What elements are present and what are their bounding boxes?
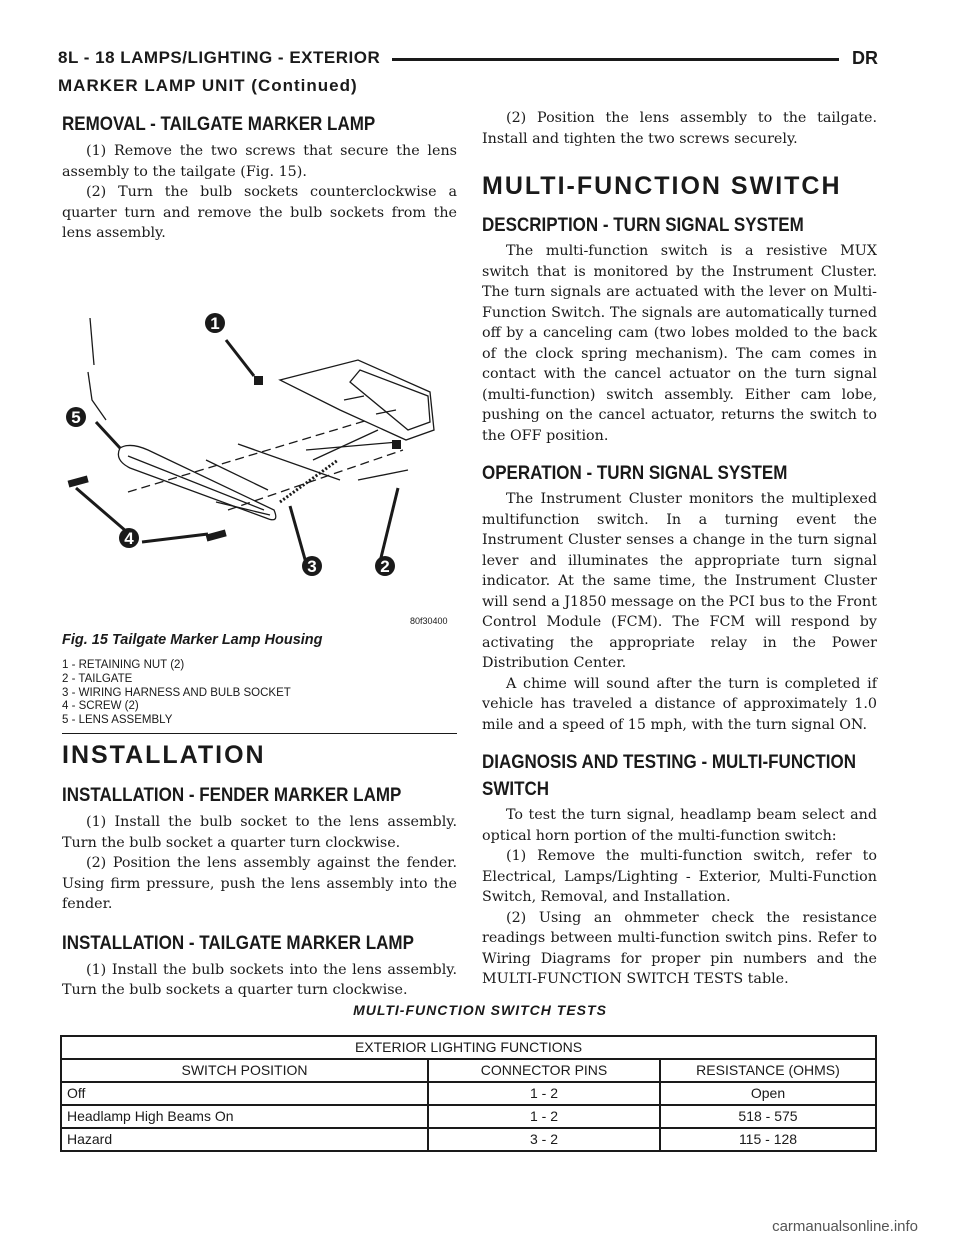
table-row [61,1128,876,1151]
operation-paragraph-2: A chime will sound after the turn is completed if vehicle has traveled a distance of approximately 1.0 mile and a speed of 15 mph, with the turn signal ON. [482,675,877,733]
legend-item: 2 - TAILGATE [62,672,133,685]
figure-code: 80f30400 [410,616,448,626]
table-cell: Headlamp High Beams On [61,1105,428,1128]
switch-tests-table [60,1035,877,1152]
fender-install-heading: INSTALLATION - FENDER MARKER LAMP [62,784,402,806]
table-cell: 518 - 575 [660,1105,876,1128]
callout-2: 2 [380,557,390,576]
legend-item: 1 - RETAINING NUT (2) [62,659,185,671]
page-header-title: 8L - 18 LAMPS/LIGHTING - EXTERIOR [58,48,381,67]
column-header: CONNECTOR PINS [428,1059,660,1082]
table-group-header: EXTERIOR LIGHTING FUNCTIONS [61,1036,876,1059]
callout-5: 5 [71,408,81,427]
table-cell: 115 - 128 [660,1128,876,1151]
legend-item: 5 - LENS ASSEMBLY [62,714,173,727]
operation-heading: OPERATION - TURN SIGNAL SYSTEM [482,462,788,484]
right-column [482,108,877,990]
column-header: RESISTANCE (OHMS) [660,1059,876,1082]
table-cell: Open [660,1082,876,1105]
callout-3: 3 [307,557,317,576]
legend-rule [62,733,457,734]
tailgate-install-step-2: (2) Position the lens assembly to the tailgate. Install and tighten the two screws securely. [482,110,877,147]
footer-watermark[interactable]: carmanualsonline.info [772,1218,918,1235]
table-cell: 3 - 2 [428,1128,660,1151]
installation-section [62,740,457,1001]
table-cell: 1 - 2 [428,1082,660,1105]
description-heading: DESCRIPTION - TURN SIGNAL SYSTEM [482,214,804,236]
table-title: MULTI-FUNCTION SWITCH TESTS [353,1002,607,1018]
callout-4: 4 [124,529,134,548]
diagnosis-step-2: (2) Using an ohmmeter check the resistance readings between multi-function switch pins. Refer to Wiring Diagrams for proper pin numbers and the MULTI-FUNCTION SWITCH TESTS table. [482,909,877,987]
diagnosis-paragraph-1: To test the turn signal, headlamp beam select and optical horn portion of the multi-function switch: [482,807,877,844]
fender-install-step-2: (2) Position the lens assembly against the fender. Using firm pressure, push the lens assembly into the fender. [62,855,457,912]
tailgate-edge [88,372,106,420]
table-header-row [61,1059,876,1082]
legend-item: 4 - SCREW (2) [62,700,139,713]
table-row [61,1105,876,1128]
continued-section-title: MARKER LAMP UNIT (Continued) [58,76,358,95]
tailgate-marker-lamp-figure [58,310,456,630]
diagnosis-step-1: (1) Remove the multi-function switch, refer to Electrical, Lamps/Lighting - Exterior, Multi-Function Switch, Removal, and Installation. [482,848,877,905]
figure-caption: Fig. 15 Tailgate Marker Lamp Housing [62,632,323,648]
table-cell: Off [61,1082,428,1105]
diagnosis-heading-line-2: SWITCH [482,778,550,800]
table-cell: Hazard [61,1128,428,1151]
column-header: SWITCH POSITION [61,1059,428,1082]
tailgate-install-heading: INSTALLATION - TAILGATE MARKER LAMP [62,931,414,953]
callout-1: 1 [210,314,220,333]
left-column [62,112,457,244]
legend-item: 3 - WIRING HARNESS AND BULB SOCKET [62,686,291,699]
removal-step-1: (1) Remove the two screws that secure the lens assembly to the tailgate (Fig. 15). [62,143,457,180]
fender-install-step-1: (1) Install the bulb socket to the lens assembly. Turn the bulb socket a quarter turn clockwise. [62,814,457,851]
installation-heading: INSTALLATION [62,741,266,769]
table-row [61,1082,876,1105]
description-paragraph: The multi-function switch is a resistive MUX switch that is monitored by the Instrument Cluster. The turn signals are actuated with the lever on Multi-Function Switch. The signals are automatically turned off by a canceling cam (two lobes molded to the back of the clock spring mechanism). The cam comes in contact with the cancel actuator on the turn signal (multi-function) switch assembly. Either cam lobe, pushing on the cancel actuator, returns the switch to the OFF position. [482,243,877,444]
tailgate-install-step-1: (1) Install the bulb sockets into the lens assembly. Turn the bulb sockets a quarter turn clockwise. [62,961,457,998]
table-group-row [61,1036,876,1059]
table-cell: 1 - 2 [428,1105,660,1128]
operation-paragraph-1: The Instrument Cluster monitors the multiplexed multifunction switch. In a turning event the Instrument Cluster senses a change in the turn signal lever and illuminates the appropriate turn signal indicator. At the same time, the Instrument Cluster will send a J1850 message on the PCI bus to the Front Control Module (FCM). The FCM will respond by activating the appropriate relay in the Power Distribution Center. [482,491,877,671]
diagnosis-heading-line-1: DIAGNOSIS AND TESTING - MULTI-FUNCTION [482,751,856,773]
model-code: DR [852,48,878,68]
header-rule [392,58,839,61]
removal-step-2: (2) Turn the bulb sockets counterclockwise a quarter turn and remove the bulb sockets from the lens assembly. [62,184,457,241]
figure-legend [62,659,291,728]
removal-heading: REMOVAL - TAILGATE MARKER LAMP [62,113,376,135]
tailgate-edge [90,318,94,365]
multi-function-switch-heading: MULTI-FUNCTION SWITCH [482,172,842,200]
